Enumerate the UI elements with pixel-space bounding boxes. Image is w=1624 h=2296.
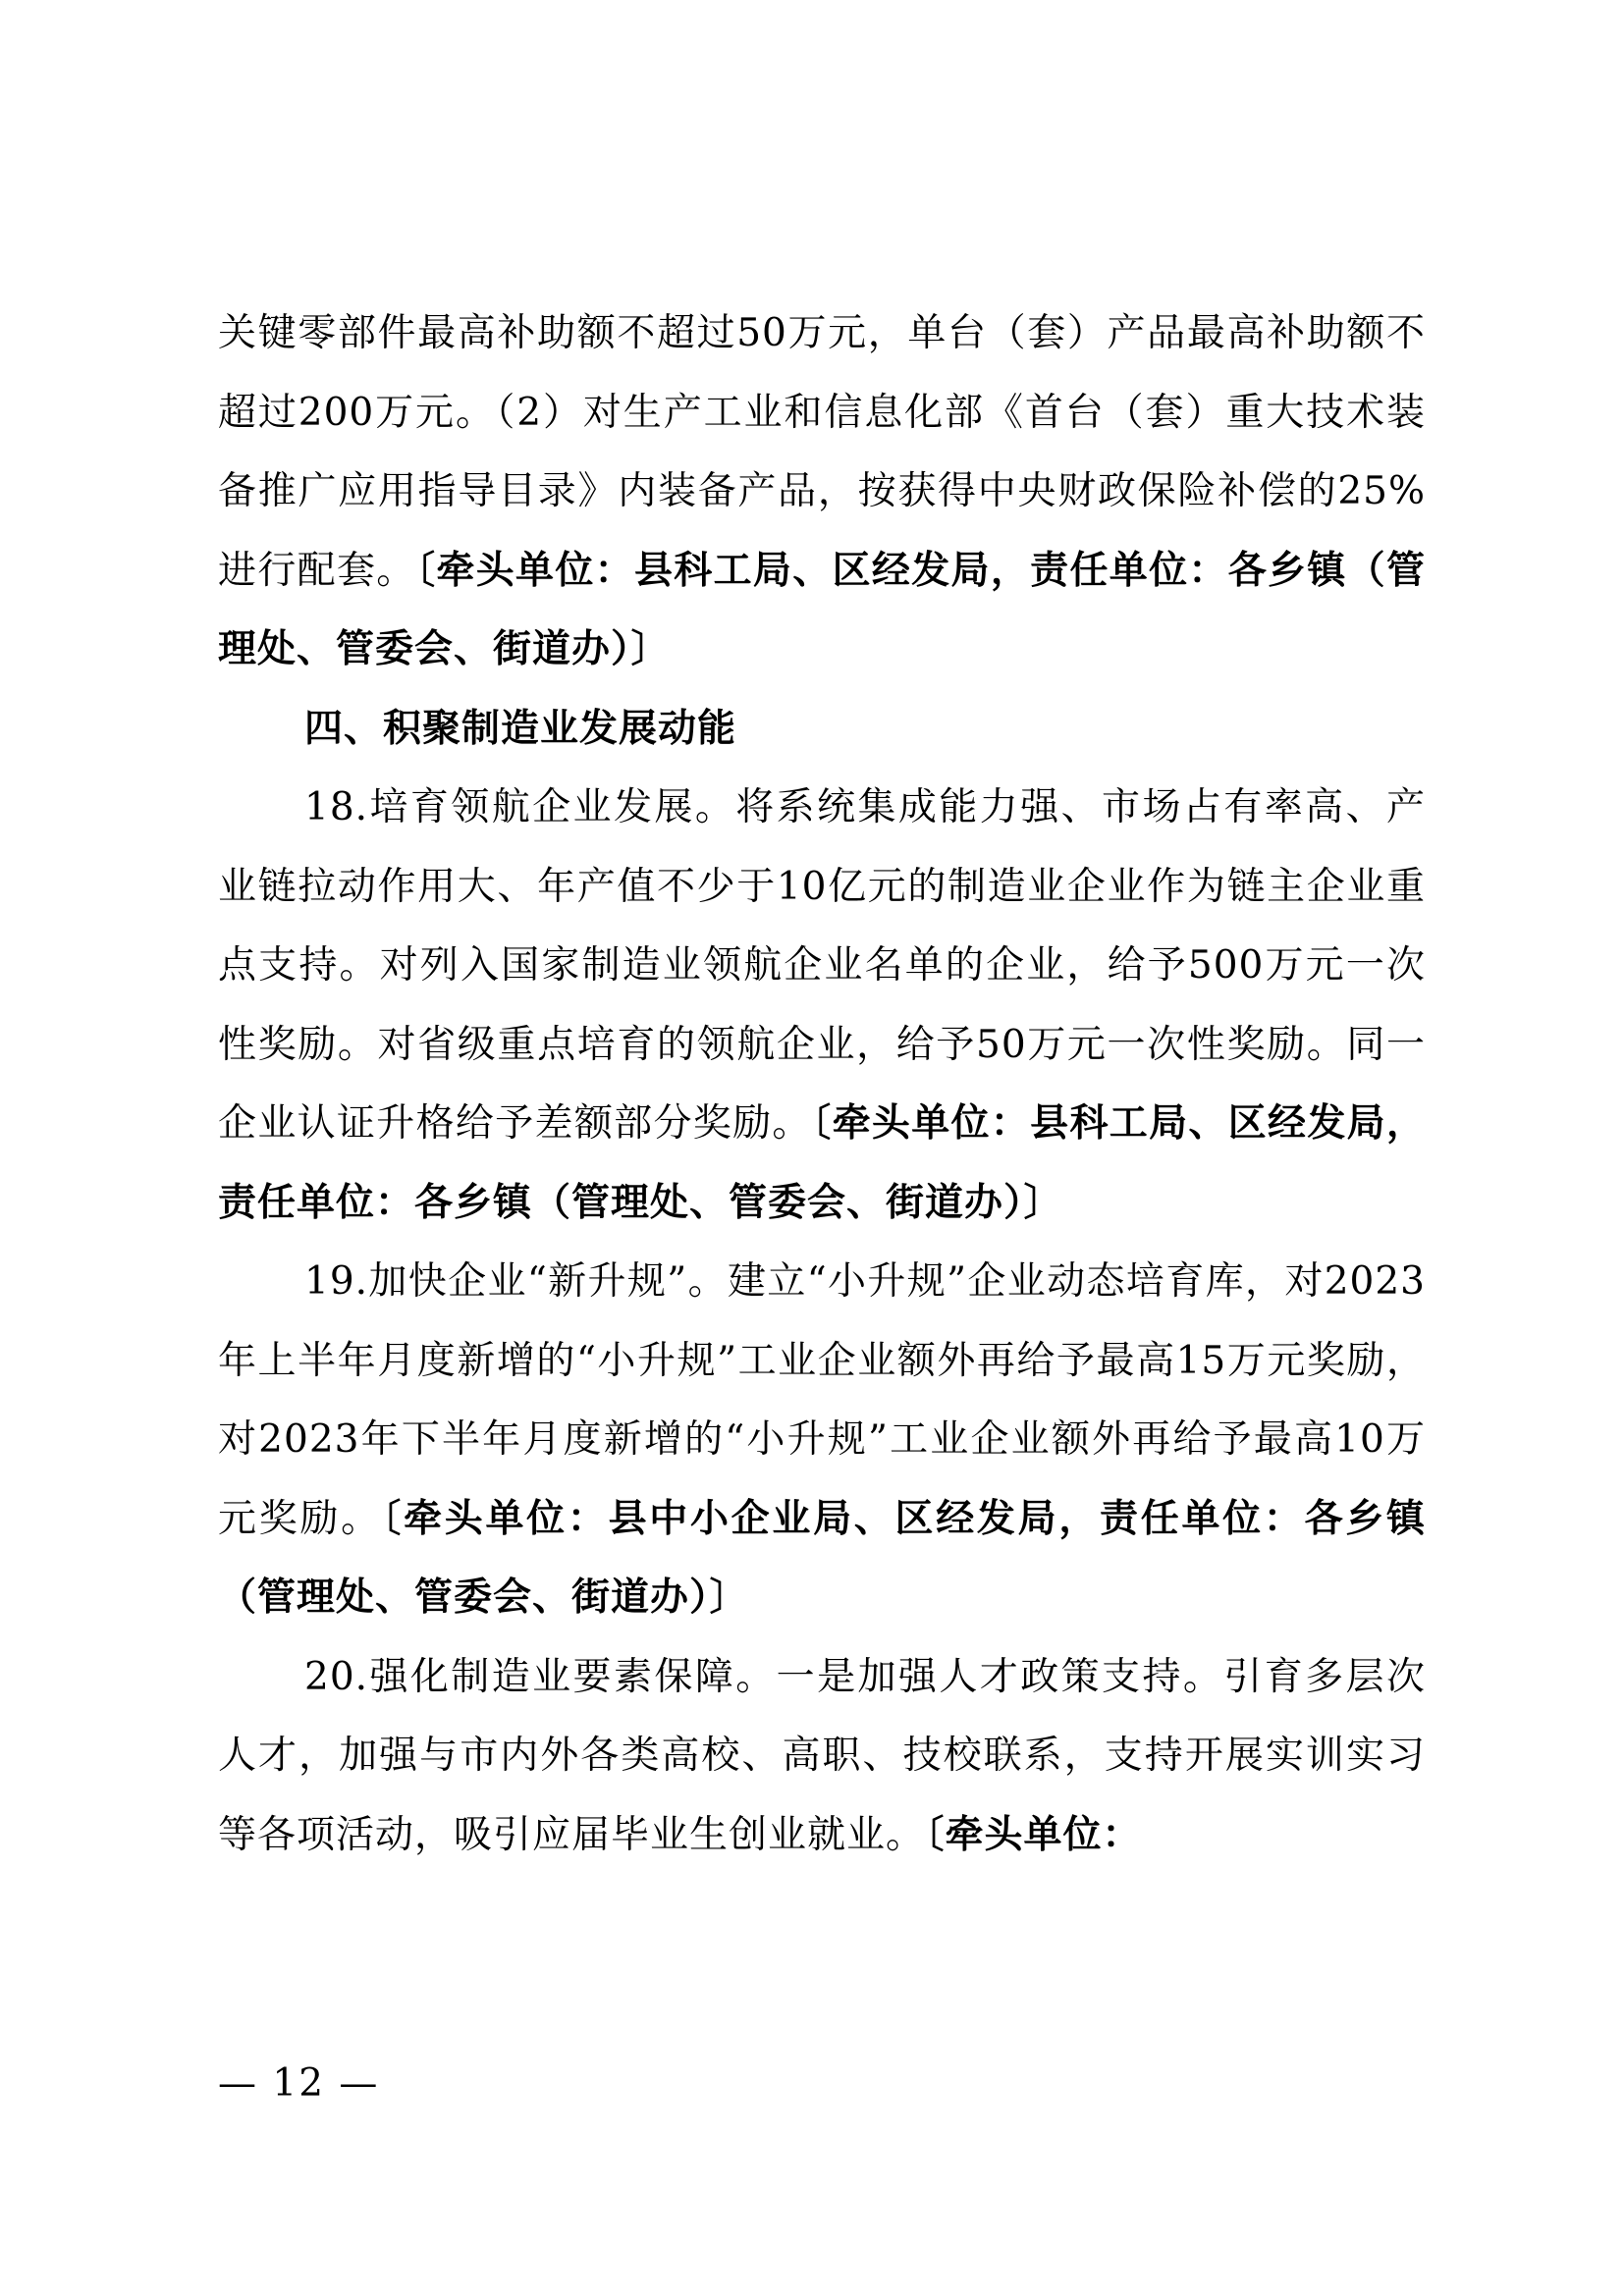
paragraph-text: 18.培育领航企业发展。将系统集成能力强、市场占有率高、产业链拉动作用大、年产值不少于10亿元的制造业企业作为链主企业重点支持。对列入国家制造业领航企业名单的企业，给予500万元一次性奖励。对省级重点培育的领航企业，给予50万元一次性奖励。同一企业认证升格给予差额部分奖励。: [218, 785, 1426, 1146]
paragraph-text: 20.强化制造业要素保障。一是加强人才政策支持。引育多层次人才，加强与市内外各类高校、高职、技校联系，支持开展实训实习等各项活动，吸引应届毕业生创业就业。: [218, 1654, 1426, 1857]
responsible-units: 〔牵头单位：县科工局、区经发局，责任单位：各乡镇（管理处、管委会、街道办）〕: [218, 548, 1426, 671]
section-heading: 四、积聚制造业发展动能: [304, 706, 737, 751]
paragraph-19: [218, 1243, 1426, 1638]
responsible-units: 〔牵头单位：县科工局、区经发局，责任单位：各乡镇（管理处、管委会、街道办）〕: [218, 1101, 1426, 1225]
paragraph-text: 19.加快企业“新升规”。建立“小升规”企业动态培育库，对2023年上半年月度新增的“小升规”工业企业额外再给予最高15万元奖励，对2023年下半年月度新增的“小升规”工业企业额外再给予最高10万元奖励。: [218, 1259, 1426, 1541]
page-number: — 12 —: [218, 2061, 380, 2106]
responsible-units: 〔牵头单位：县中小企业局、区经发局，责任单位：各乡镇（管理处、管委会、街道办）〕: [218, 1496, 1426, 1620]
paragraph-17-continued: [218, 294, 1426, 690]
paragraph-text: 关键零部件最高补助额不超过50万元，单台（套）产品最高补助额不超过200万元。（2）对生产工业和信息化部《首台（套）重大技术装备推广应用指导目录》内装备产品，按获得中央财政保险补偿的25%进行配套。: [218, 311, 1426, 593]
document-body: [218, 294, 1426, 1875]
responsible-units: 〔牵头单位：: [925, 1812, 1142, 1857]
paragraph-18: [218, 769, 1426, 1243]
paragraph-20: [218, 1638, 1426, 1876]
